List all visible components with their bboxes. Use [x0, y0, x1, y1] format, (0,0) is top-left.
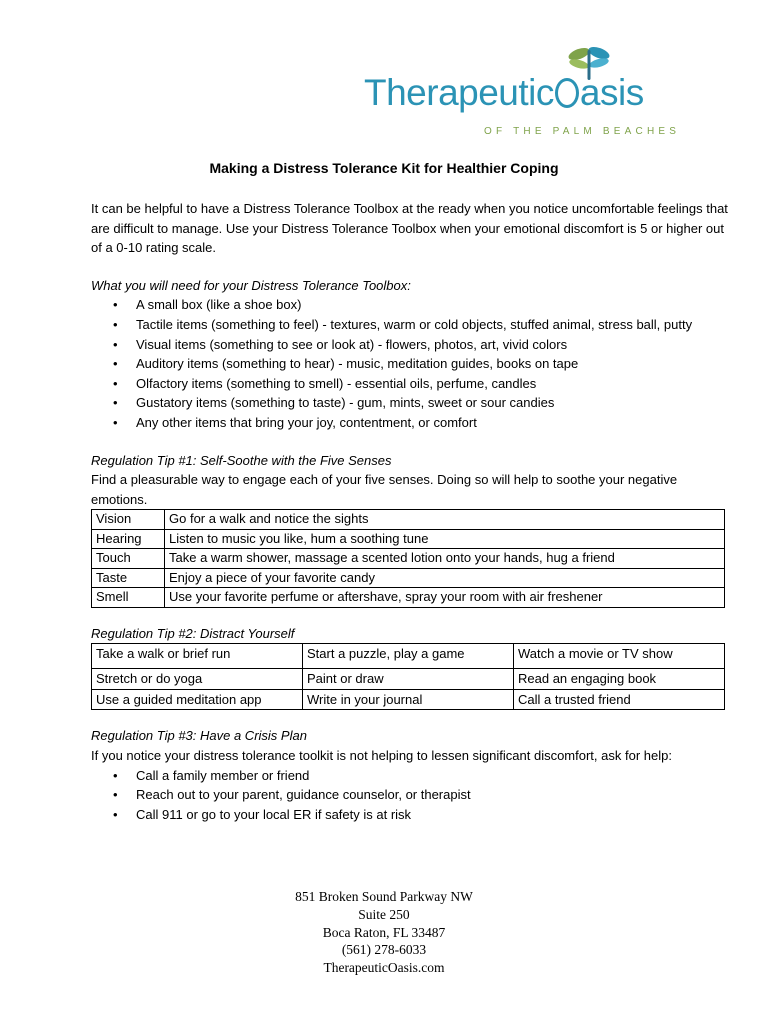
tip3-heading: Regulation Tip #3: Have a Crisis Plan	[91, 728, 307, 744]
list-item: • Call 911 or go to your local ER if safety is at risk	[91, 805, 731, 825]
table-cell: Take a walk or brief run	[92, 644, 303, 669]
list-item: • Reach out to your parent, guidance counselor, or therapist	[91, 785, 731, 805]
sense-cell: Smell	[92, 588, 165, 608]
table-cell: Paint or draw	[303, 669, 514, 690]
city-state-zip: Boca Raton, FL 33487	[322, 924, 446, 940]
table-row	[92, 568, 725, 588]
tip1-heading: Regulation Tip #1: Self-Soothe with the Five Senses	[91, 452, 392, 468]
action-cell: Take a warm shower, massage a scented lotion onto your hands, hug a friend	[165, 549, 725, 569]
table-row	[92, 510, 725, 530]
list-item: • Gustatory items (something to taste) - gum, mints, sweet or sour candies	[91, 393, 731, 413]
suite: Suite 250	[358, 906, 410, 922]
therapeutic-oasis-logo	[362, 44, 692, 140]
table-row	[92, 689, 725, 710]
sense-cell: Vision	[92, 510, 165, 530]
sense-cell: Hearing	[92, 529, 165, 549]
action-cell: Use your favorite perfume or aftershave, spray your room with air freshener	[165, 588, 725, 608]
table-cell: Watch a movie or TV show	[514, 644, 725, 669]
table-row	[92, 669, 725, 690]
website: TherapeuticOasis.com	[323, 960, 445, 976]
tip3-text: If you notice your distress tolerance toolkit is not helping to lessen significant discomfort, ask for help:	[91, 748, 672, 763]
intro-paragraph: It can be helpful to have a Distress Tolerance Toolbox at the ready when you notice uncomfortable feelings that are difficult to manage. Use your Distress Tolerance Toolbox when your emotional discomfort is 5 or higher out of a 0-10 rating scale.	[91, 201, 728, 256]
table-cell: Read an engaging book	[514, 669, 725, 690]
five-senses-table	[91, 509, 725, 608]
logo-o-ring	[555, 78, 579, 108]
address-footer	[0, 888, 768, 977]
table-cell: Write in your journal	[303, 689, 514, 710]
sense-cell: Touch	[92, 549, 165, 569]
toolbox-needs-list	[91, 295, 731, 432]
street-address: 851 Broken Sound Parkway NW	[295, 889, 473, 904]
page-title: Making a Distress Tolerance Kit for Healthier Coping	[209, 160, 559, 176]
phone-number: (561) 278-6033	[341, 942, 427, 958]
list-item: • Any other items that bring your joy, contentment, or comfort	[91, 413, 731, 433]
document-body	[91, 199, 731, 824]
table-cell: Stretch or do yoga	[92, 669, 303, 690]
crisis-plan-list	[91, 766, 731, 825]
logo-wordmark: Therapeutic asis	[364, 72, 644, 113]
table-cell: Use a guided meditation app	[92, 689, 303, 710]
list-item: • Auditory items (something to hear) - music, meditation guides, books on tape	[91, 354, 731, 374]
table-cell: Start a puzzle, play a game	[303, 644, 514, 669]
table-cell: Call a trusted friend	[514, 689, 725, 710]
table-row	[92, 529, 725, 549]
tip2-heading: Regulation Tip #2: Distract Yourself	[91, 625, 295, 641]
list-item: • Call a family member or friend	[91, 766, 731, 786]
action-cell: Go for a walk and notice the sights	[165, 510, 725, 530]
logo-tagline: OF THE PALM BEACHES	[484, 126, 681, 137]
list-item: • A small box (like a shoe box)	[91, 295, 731, 315]
table-row	[92, 588, 725, 608]
toolbox-needs-heading: What you will need for your Distress Tolerance Toolbox:	[91, 277, 411, 293]
tip1-text: Find a pleasurable way to engage each of your five senses. Doing so will help to soothe your negative emotions.	[91, 472, 678, 507]
sense-cell: Taste	[92, 568, 165, 588]
table-row	[92, 549, 725, 569]
list-item: • Olfactory items (something to smell) - essential oils, perfume, candles	[91, 374, 731, 394]
action-cell: Enjoy a piece of your favorite candy	[165, 568, 725, 588]
list-item: • Visual items (something to see or look at) - flowers, photos, art, vivid colors	[91, 335, 731, 355]
table-row	[92, 644, 725, 669]
distraction-table	[91, 643, 725, 710]
action-cell: Listen to music you like, hum a soothing tune	[165, 529, 725, 549]
list-item: • Tactile items (something to feel) - textures, warm or cold objects, stuffed animal, stress ball, putty	[91, 315, 731, 335]
